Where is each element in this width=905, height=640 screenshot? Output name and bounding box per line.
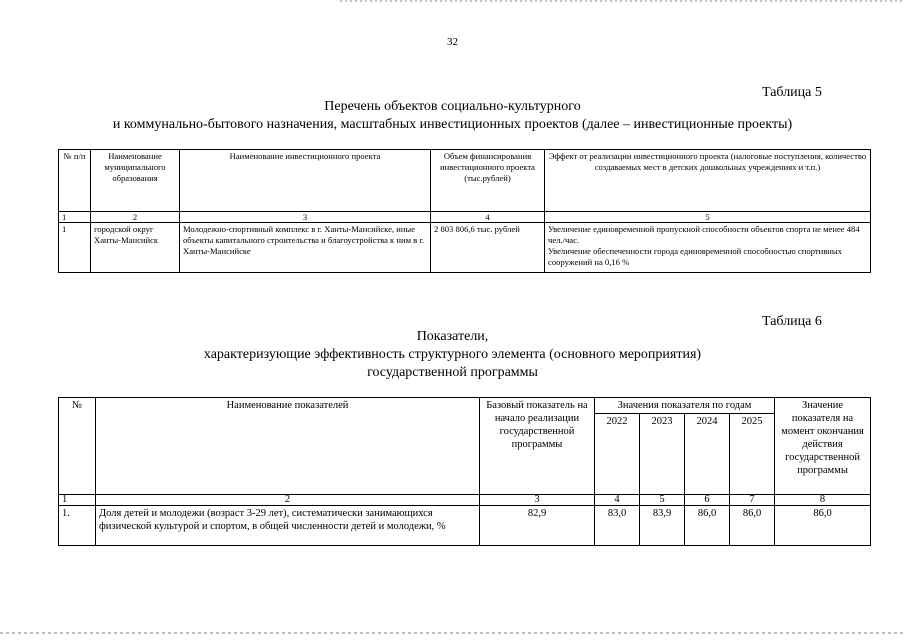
table5-colnum-2: 2: [91, 212, 180, 223]
table6-header-final: Значение показателя на момент окончания действия государственной программы: [775, 398, 871, 495]
table6-title-line2: характеризующие эффективность структурного элемента (основного мероприятия): [203, 347, 702, 362]
table6-title-line3: государственной программы: [367, 365, 538, 380]
table6-colnum-3: 3: [480, 495, 595, 506]
table6-colnum-1: 1: [59, 495, 96, 506]
table5-header-municipality: Наименование муниципального образования: [91, 150, 180, 212]
table6-cell-final: 86,0: [775, 506, 871, 546]
table6-colnum-8: 8: [775, 495, 871, 506]
table5-colnum-5: 5: [545, 212, 871, 223]
table6-title: [0, 328, 905, 382]
table5-header-project: Наименование инвестиционного проекта: [180, 150, 431, 212]
table6-header-year-2023: 2023: [640, 414, 685, 495]
table6-header-row: [59, 398, 871, 414]
table5-header-effect: Эффект от реализации инвестиционного проекта (налоговые поступления, количество создаваемых мест в детских дошкольных учреждениях и т.п.): [545, 150, 871, 212]
table6-colnum-2: 2: [96, 495, 480, 506]
table5-title-line2: и коммунально-бытового назначения, масштабных инвестиционных проектов (далее – инвестиционные проекты): [112, 117, 793, 132]
table5-title-line1: Перечень объектов социально-культурного: [324, 99, 581, 114]
table6-title-line1: Показатели,: [416, 329, 489, 344]
table-row: [59, 223, 871, 273]
table6-header-year-2025: 2025: [730, 414, 775, 495]
table5-cell-municipality: городской округ Ханты-Мансийск: [91, 223, 180, 273]
table6-colnum-4: 4: [595, 495, 640, 506]
table6-number-row: [59, 495, 871, 506]
table5-colnum-3: 3: [180, 212, 431, 223]
table6-caption: Таблица 6: [762, 314, 822, 329]
table5-cell-num: 1: [59, 223, 91, 273]
table6-header-name: Наименование показателей: [96, 398, 480, 495]
table5-title: [0, 98, 905, 134]
page-number: 32: [447, 36, 458, 48]
table5-cell-project: Молодежно-спортивный комплекс в г. Ханты-Мансийске, иные объекты капитального строительства и благоустройства к ним в г. Ханты-Мансийске: [180, 223, 431, 273]
table6-colnum-5: 5: [640, 495, 685, 506]
table6-colnum-7: 7: [730, 495, 775, 506]
table6-cell-base: 82,9: [480, 506, 595, 546]
table5-number-row: [59, 212, 871, 223]
table6-header-num: №: [59, 398, 96, 495]
table5-cell-effect: Увеличение единовременной пропускной способности объектов спорта не менее 484 чел./час. Увеличение обеспеченности города единовременной способностью спортивных сооружений на 0,16 %: [545, 223, 871, 273]
table6-header-year-2022: 2022: [595, 414, 640, 495]
table5-header-row: [59, 150, 871, 212]
table6-cell-2024: 86,0: [685, 506, 730, 546]
table5-colnum-4: 4: [431, 212, 545, 223]
table-row: [59, 506, 871, 546]
table5-cell-financing: 2 803 806,6 тыс. рублей: [431, 223, 545, 273]
table6-cell-2025: 86,0: [730, 506, 775, 546]
table5-header-financing: Объем финансирования инвестиционного проекта (тыс.рублей): [431, 150, 545, 212]
table6-cell-2023: 83,9: [640, 506, 685, 546]
table5-colnum-1: 1: [59, 212, 91, 223]
table5-header-num: № п/п: [59, 150, 91, 212]
table6: [58, 397, 871, 546]
table6-header-year-2024: 2024: [685, 414, 730, 495]
table6-header-years-group: Значения показателя по годам: [595, 398, 775, 414]
table6-header-base: Базовый показатель на начало реализации государственной программы: [480, 398, 595, 495]
table6-cell-2022: 83,0: [595, 506, 640, 546]
scan-artifact-bottom: [0, 632, 905, 634]
table6-colnum-6: 6: [685, 495, 730, 506]
scan-artifact-top: [340, 0, 905, 2]
table6-cell-name: Доля детей и молодежи (возраст 3-29 лет), систематически занимающихся физической культурой и спортом, в общей численности детей и молодежи, %: [96, 506, 480, 546]
table6-cell-num: 1.: [59, 506, 96, 546]
table5-caption: Таблица 5: [762, 85, 822, 100]
table5: [58, 149, 871, 273]
